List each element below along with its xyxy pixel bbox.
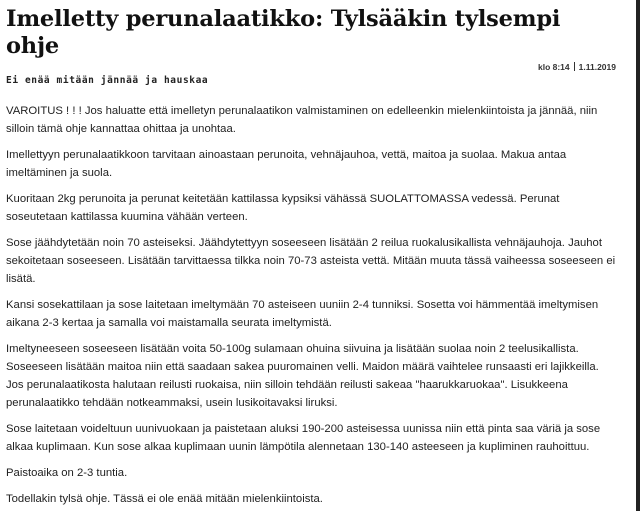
article bbox=[6, 0, 618, 511]
page-title: Imelletty perunalaatikko: Tylsääkin tylsempi ohje bbox=[6, 6, 561, 59]
publish-info bbox=[538, 62, 616, 72]
meta-divider bbox=[574, 62, 575, 71]
paragraph-baking-time: Paistoaika on 2-3 tuntia. bbox=[6, 467, 128, 479]
paragraph-seasoning: Imeltyneeseen soseeseen lisätään voita 50-100g sulamaan ohuina siivuina ja lisätään suolaa noin 2 teelusikallista. Soseeseen lisätään maitoa niin että saadaan sakea puuromainen velli. Maidon määrä vaihtelee runsaasti eri lajikkeilla. Jos perunalaatikosta halutaan reilusti ruokaisa, niin silloin tehdään reilusti sakeaa "haarukkaruokaa". Lisukkeena perunalaatikko tehdään notkeammaksi, usein lusikoitavaksi liruksi. bbox=[6, 343, 599, 409]
paragraph-warning: VAROITUS ! ! ! Jos haluatte että imelletyn perunalaatikon valmistaminen on edelleenkin mielenkiintoista ja jännää, niin silloin tämä ohje kannattaa ohittaa ja unohtaa. bbox=[6, 105, 598, 135]
publish-date: 1.11.2019 bbox=[578, 62, 616, 72]
paragraph-ingredients: Imellettyyn perunalaatikkoon tarvitaan ainoastaan perunoita, vehnäjauhoa, vettä, maitoa ja suolaa. Makua antaa imeltäminen ja suola. bbox=[6, 149, 567, 179]
publish-time: klo 8:14 bbox=[537, 62, 570, 72]
window-edge bbox=[636, 0, 640, 511]
article-subtitle: Ei enää mitään jännää ja hauskaa bbox=[6, 75, 209, 86]
article-meta-row bbox=[6, 60, 618, 90]
article-body bbox=[6, 102, 618, 508]
paragraph-cooling: Sose jäähdytetään noin 70 asteiseksi. Jäähdytettyyn soseeseen lisätään 2 reilua ruokalusikallista vehnäjauhoja. Jauhot sekoitetaan soseeseen. Lisätään tarvittaessa tilkka noin 70-73 asteista vettä. Mitään muuta tässä vaiheessa soseeseen ei lisätä. bbox=[6, 237, 616, 285]
paragraph-sweetening: Kansi sosekattilaan ja sose laitetaan imeltymään 70 asteiseen uuniin 2-4 tunniksi. Sosetta voi hämmentää imeltymisen aikana 2-3 kertaa ja samalla voi maistamalla seurata imeltymistä. bbox=[6, 299, 599, 329]
paragraph-conclusion: Todellakin tylsä ohje. Tässä ei ole enää mitään mielenkiintoista. bbox=[6, 493, 323, 505]
paragraph-boiling: Kuoritaan 2kg perunoita ja perunat keitetään kattilassa kypsiksi vähässä SUOLATTOMASSA vedessä. Perunat soseutetaan kattilassa kuumina vähään verteen. bbox=[6, 193, 560, 223]
paragraph-baking: Sose laitetaan voideltuun uunivuokaan ja paistetaan aluksi 190-200 asteisessa uunissa niin että pinta saa väriä ja sose alkaa kuplimaan. Kun sose alkaa kuplimaan uunin lämpötila alennetaan 130-140 asteeseen ja kupliminen rauhoittuu. bbox=[6, 423, 601, 453]
